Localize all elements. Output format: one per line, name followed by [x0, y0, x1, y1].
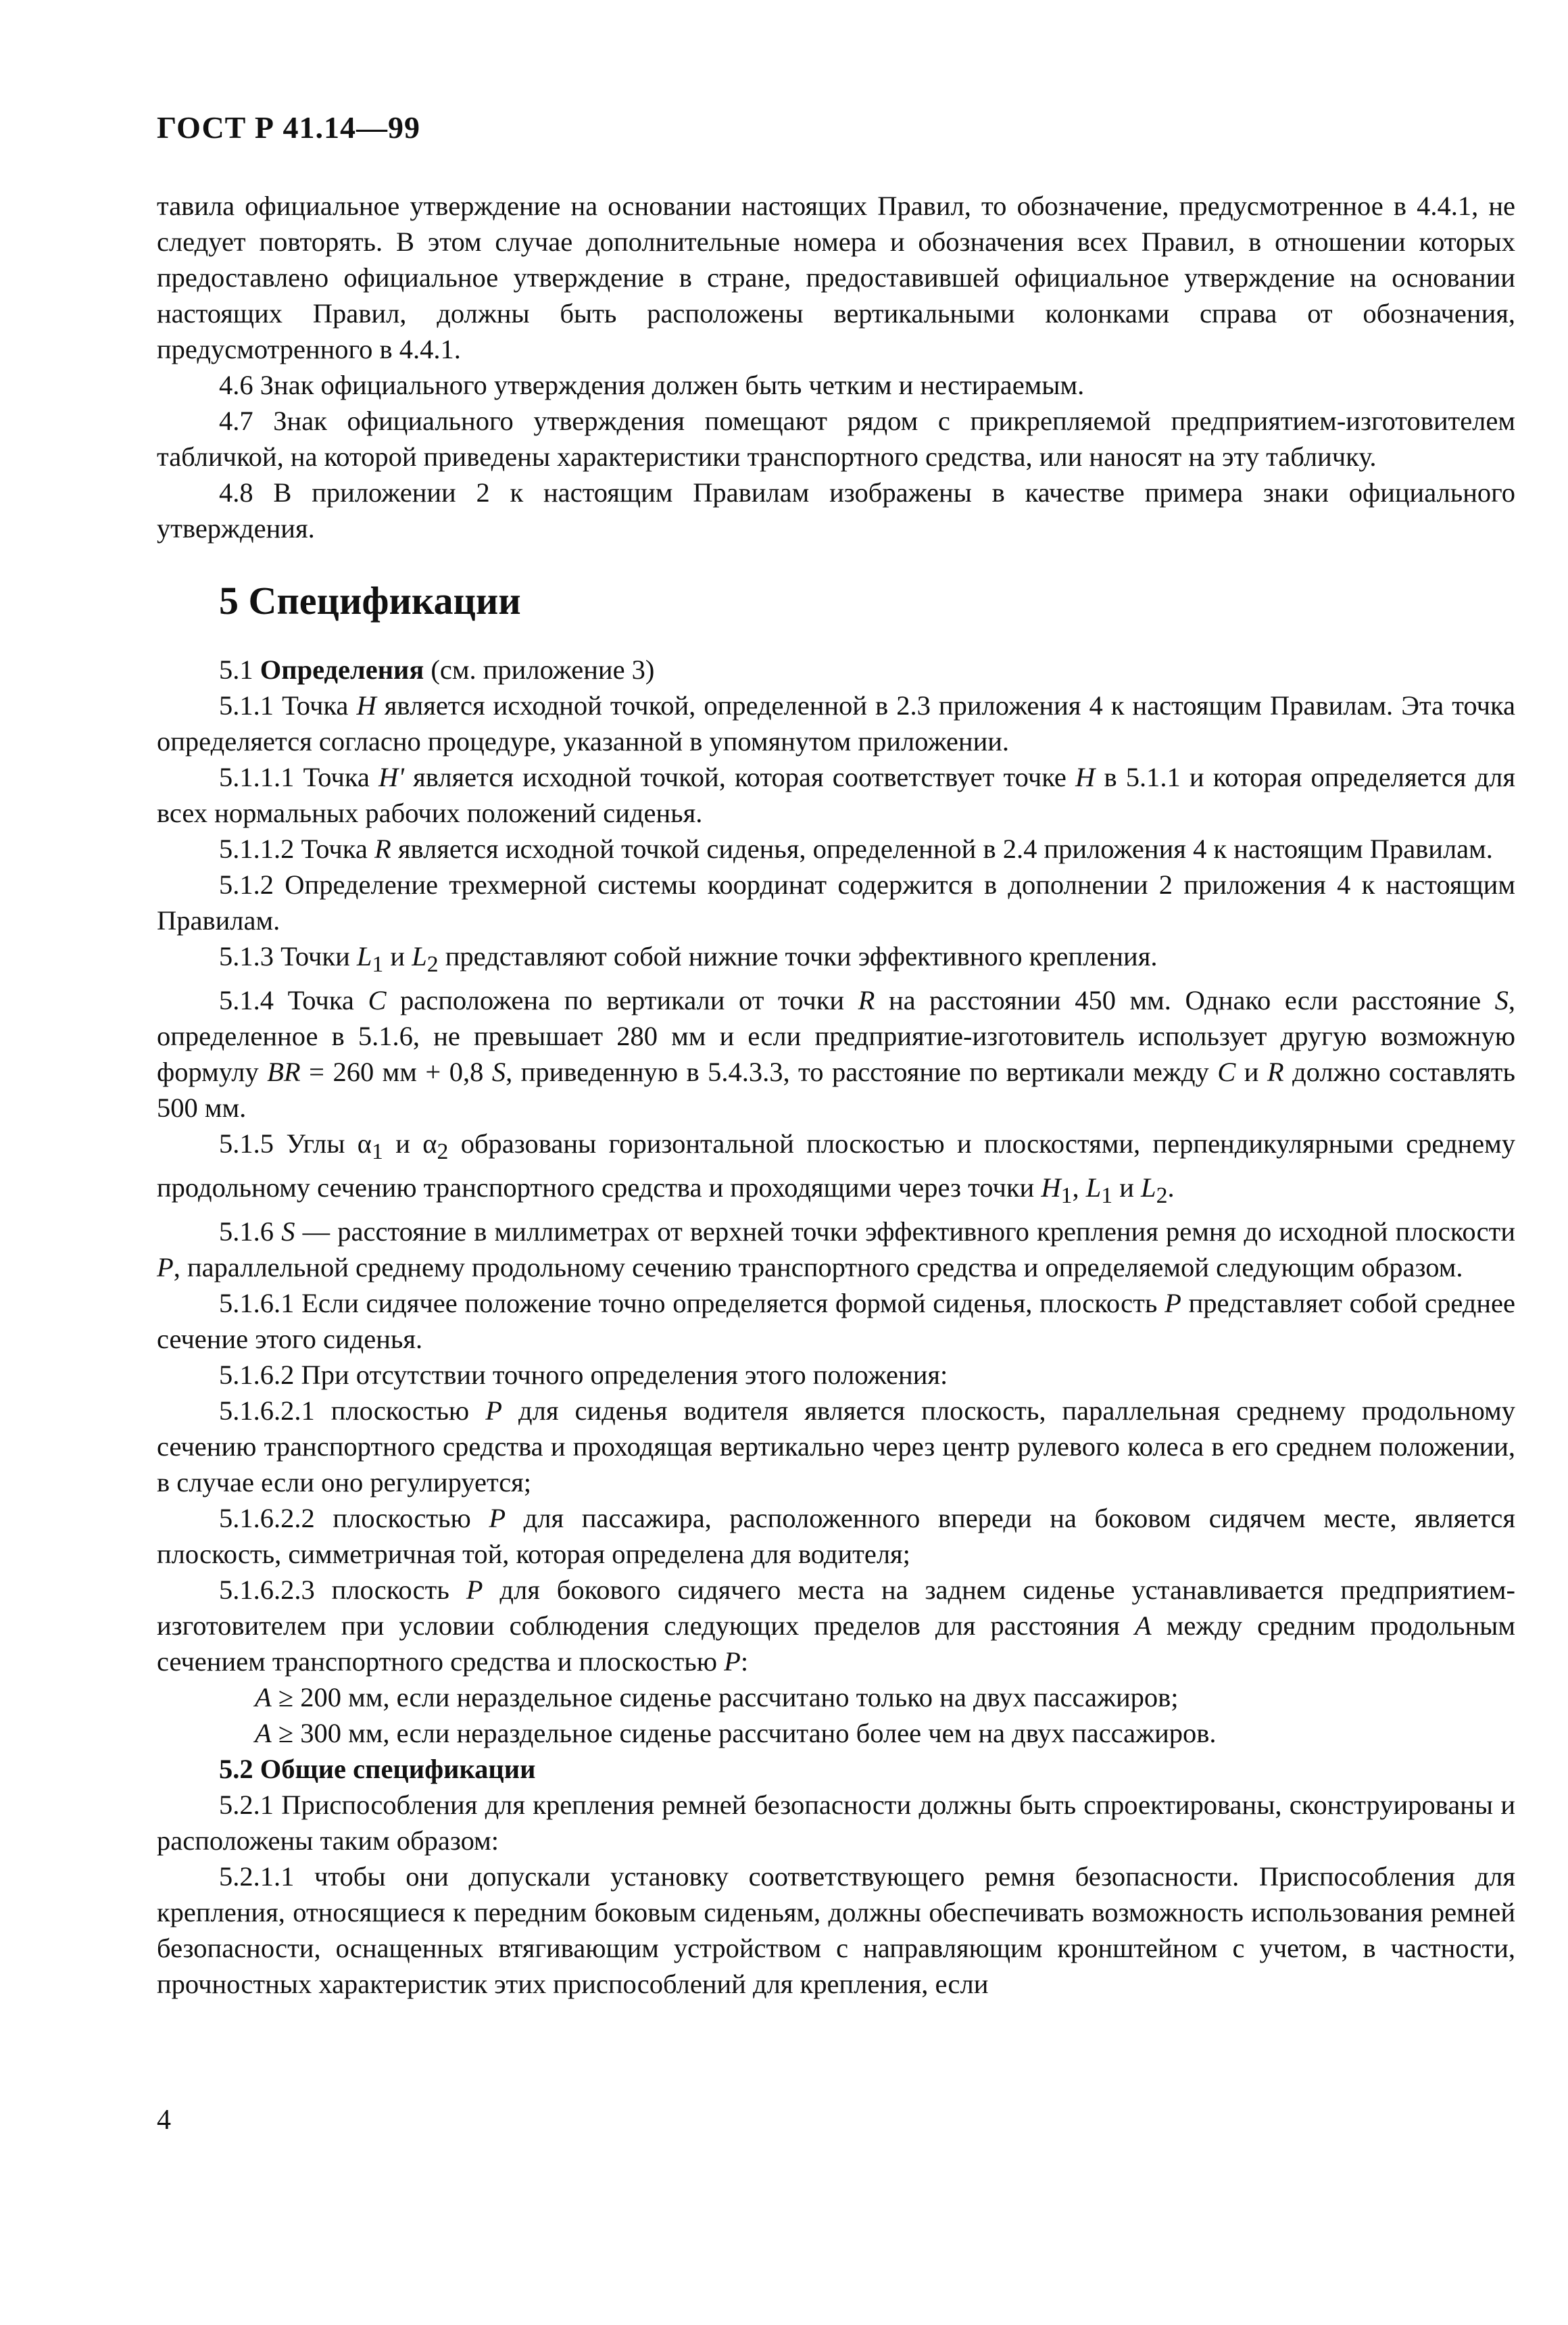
paragraph-5-1-6-1: 5.1.6.1 Если сидячее положение точно определяется формой сиденья, плоскость P представляет собой среднее сечение этого сиденья. — [157, 1288, 1515, 1355]
paragraph-5-1-3: 5.1.3 Точки $L_1$ и $L_2$ представляют собой нижние точки эффективного крепления. — [219, 941, 1158, 978]
condition-line-1: A ≥ 200 мм, если нераздельное сиденье рассчитано только на двух пассажиров; — [255, 1682, 1179, 1713]
paragraph-5-1-2: 5.1.2 Определение трехмерной системы координат содержится в дополнении 2 приложения 4 к настоящим Правилам. — [157, 869, 1515, 936]
paragraph-5-1-6-2: 5.1.6.2 При отсутствии точного определения этого положения: — [219, 1360, 948, 1391]
paragraph-4-8: 4.8 В приложении 2 к настоящим Правилам изображены в качестве примера знаки официального утверждения. — [157, 477, 1515, 544]
document-body — [157, 188, 1515, 2002]
condition-line-2: A ≥ 300 мм, если нераздельное сиденье рассчитано более чем на двух пассажиров. — [255, 1718, 1217, 1749]
paragraph-5-1-4: 5.1.4 Точка C расположена по вертикали от точки R на расстоянии 450 мм. Однако если расстояние S, определенное в 5.1.6, не превышает 280 мм и если предприятие-изготовитель использует другую возможную формулу BR = 260 мм + 0,8 S, приведенную в 5.4.3.3, то расстояние по вертикали между C и R должно составлять 500 мм. — [157, 985, 1515, 1124]
paragraph-5-1-1-1: 5.1.1.1 Точка H' является исходной точкой, которая соответствует точке H в 5.1.1 и которая определяется для всех нормальных рабочих положений сиденья. — [157, 762, 1515, 828]
paragraph-4-6: 4.6 Знак официального утверждения должен быть четким и нестираемым. — [219, 370, 1085, 400]
paragraph-5-2-1: 5.2.1 Приспособления для крепления ремней безопасности должны быть спроектированы, сконструированы и расположены таким образом: — [157, 1790, 1515, 1856]
page-header: ГОСТ Р 41.14—99 — [157, 110, 420, 145]
subsection-title-5-2: 5.2 Общие спецификации — [219, 1754, 536, 1785]
paragraph-5-1-1: 5.1.1 Точка H является исходной точкой, определенной в 2.3 приложения 4 к настоящим Правилам. Эта точка определяется согласно процедуре, указанной в упомянутом приложении. — [157, 690, 1515, 757]
paragraph-5-2-1-1: 5.2.1.1 чтобы они допускали установку соответствующего ремня безопасности. Приспособления для крепления, относящиеся к передним боковым сиденьям, должны обеспечивать возможность использования ремней безопасности, оснащенных втягивающим устройством с направляющим кронштейном с учетом, в частности, прочностных характеристик этих приспособлений для крепления, если — [157, 1861, 1515, 2000]
paragraph-5-1-6-2-2: 5.1.6.2.2 плоскостью P для пассажира, расположенного впереди на боковом сидячем месте, является плоскость, симметричная той, которая определена для водителя; — [157, 1503, 1516, 1570]
paragraph-5-1-1-2: 5.1.1.2 Точка R является исходной точкой сиденья, определенной в 2.4 приложения 4 к настоящим Правилам. — [219, 834, 1493, 864]
paragraph-5-1-5: 5.1.5 Углы $\alpha_1$ и $\alpha_2$ образованы горизонтальной плоскостью и плоскостями, перпендикулярными среднему продольному сечению транспортного средства и проходящими через точки $H_1$, $L_1$ и $L_2$. — [157, 1128, 1516, 1209]
paragraph-5-1-6-2-3: 5.1.6.2.3 плоскость P для бокового сидячего места на заднем сиденье устанавливается предприятием-изготовителем при условии соблюдения следующих пределов для расстояния A между средним продольным сечением транспортного средства и плоскостью P: — [157, 1575, 1516, 1677]
page-number: 4 — [157, 2105, 171, 2136]
paragraph-5-1-6: 5.1.6 S — расстояние в миллиметрах от верхней точки эффективного крепления ремня до исходной плоскости P, параллельной среднему продольному сечению транспортного средства и определяемой следующим образом. — [157, 1216, 1516, 1283]
paragraph-continuation: тавила официальное утверждение на основании настоящих Правил, то обозначение, предусмотренное в 4.4.1, не следует повторять. В этом случае дополнительные номера и обозначения всех Правил, в отношении которых предоставлено официальное утверждение в стране, предоставившей официальное утверждение на основании настоящих Правил, должны быть расположены вертикальными колонками справа от обозначения, предусмотренного в 4.4.1. — [157, 191, 1515, 364]
paragraph-5-1-6-2-1: 5.1.6.2.1 плоскостью P для сиденья водителя является плоскость, параллельная среднему продольному сечению транспортного средства и проходящая вертикально через центр рулевого колеса в его среднем положении, в случае если оно регулируется; — [157, 1395, 1515, 1498]
section-title: 5 Спецификации — [219, 579, 521, 623]
paragraph-4-7: 4.7 Знак официального утверждения помещают рядом с прикрепляемой предприятием-изготовителем табличкой, на которой приведены характеристики транспортного средства, или наносят на эту табличку. — [157, 406, 1515, 472]
paragraph-5-1: 5.1 Определения (см. приложение 3) — [219, 654, 655, 685]
